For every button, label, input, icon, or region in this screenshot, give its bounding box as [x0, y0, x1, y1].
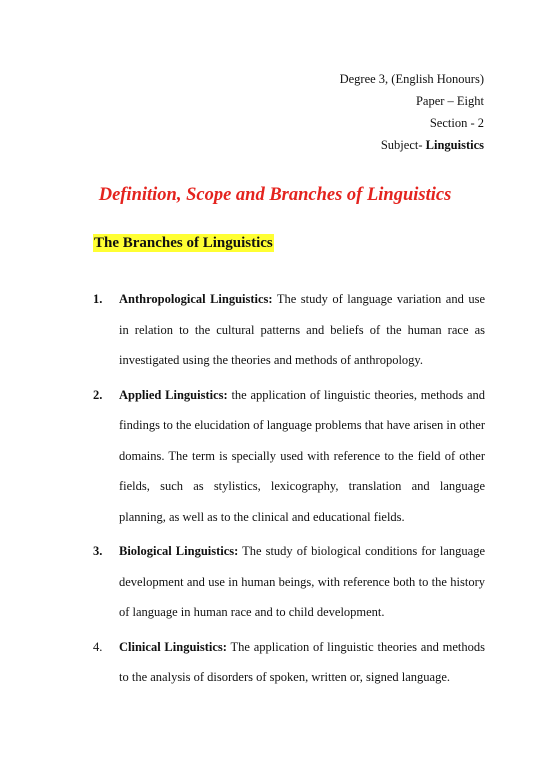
- document-title: Definition, Scope and Branches of Linguistics: [98, 185, 452, 205]
- branch-item-clinical: [93, 632, 485, 693]
- branch-number: 1.: [93, 292, 103, 306]
- course-header: [340, 68, 484, 156]
- branches-list: [93, 284, 485, 697]
- branch-number: 4.: [93, 639, 103, 654]
- branch-term: Clinical Linguistics:: [119, 639, 227, 654]
- section-heading: The Branches of Linguistics: [94, 235, 273, 251]
- branch-term: Applied Linguistics:: [119, 387, 228, 402]
- subject-line: [340, 134, 484, 156]
- branch-description: The study of language variation and use in relation to the cultural patterns and beliefs of the human race as investigated using the theories and methods of anthropology.: [119, 292, 485, 367]
- branch-term: Anthropological Linguistics:: [119, 292, 273, 306]
- branch-description: the application of linguistic theories, methods and findings to the elucidation of language problems that have arisen in other domains. The term is specially used with reference to the field of other fields, such as stylistics, lexicography, translation and language planning, as well as to the clinical and educational fields.: [119, 387, 485, 524]
- paper-line: Paper – Eight: [415, 94, 484, 108]
- branch-description: The application of linguistic theories and methods to the analysis of disorders of spoken, written or, signed language.: [119, 639, 485, 684]
- subject-name: Linguistics: [425, 138, 484, 152]
- branch-item-applied: [93, 380, 485, 533]
- branch-number: 2.: [93, 387, 103, 402]
- branch-term: Biological Linguistics:: [119, 544, 239, 558]
- section-line: Section - 2: [429, 116, 484, 130]
- subject-prefix: Subject-: [380, 138, 426, 152]
- branch-item-anthropological: [93, 284, 485, 376]
- degree-line: Degree 3, (English Honours): [339, 72, 484, 86]
- branch-description: The study of biological conditions for language development and use in human beings, with reference both to the history of language in human race and to child development.: [119, 544, 485, 619]
- branch-item-biological: [93, 536, 485, 628]
- branch-number: 3.: [93, 544, 103, 558]
